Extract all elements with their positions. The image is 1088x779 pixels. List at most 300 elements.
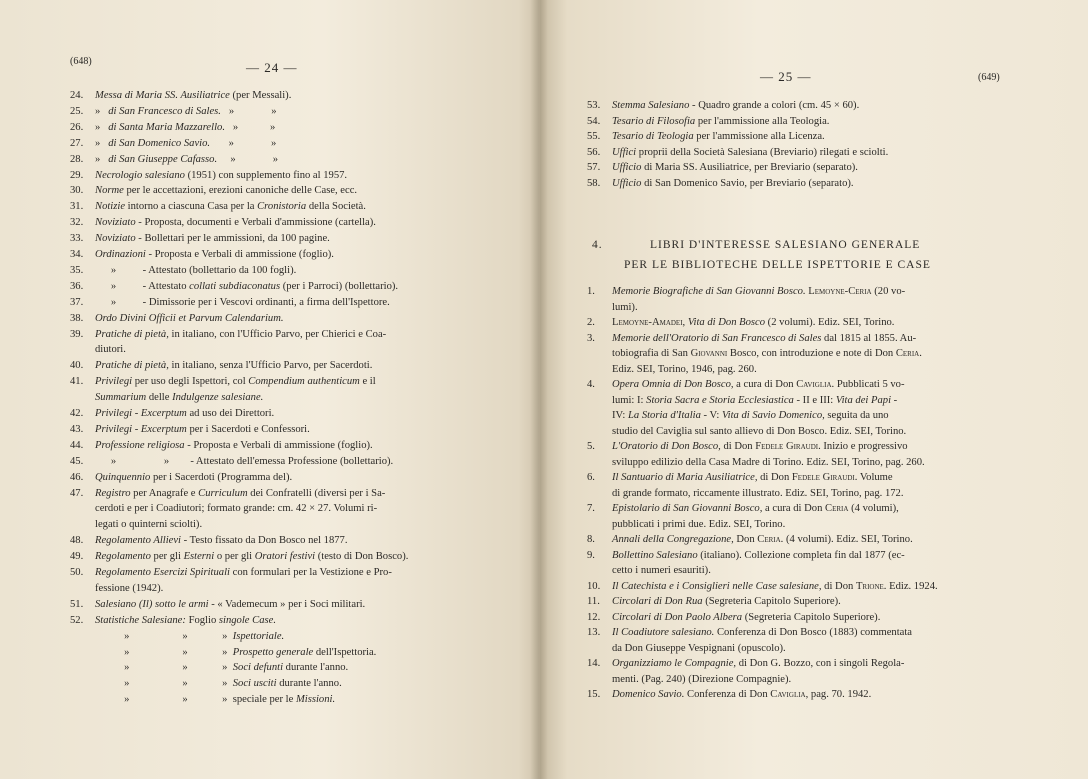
text-run: di Maria SS. Ausiliatrice, per Breviario (separato). [641, 162, 858, 173]
text-run: da Don Giuseppe Vespignani (opuscolo). [612, 642, 786, 654]
italic-text: Soci defunti [232, 662, 284, 674]
entry-continuation-line [612, 425, 906, 438]
entry-line [95, 375, 376, 388]
italic-text: Esterni [183, 551, 215, 563]
italic-text: Regolamento [95, 551, 151, 563]
entry-number: 10. [587, 580, 601, 592]
text-run: - Quadro grande a colori (cm. 45 × 60). [689, 100, 860, 111]
italic-text: Regolamento Allievi [95, 535, 182, 547]
entry-number: 48. [70, 535, 84, 547]
entry-continuation-line [612, 347, 922, 360]
entry-line [95, 105, 277, 118]
italic-text: Annali della Congregazione, [612, 534, 734, 545]
entry-line [95, 598, 365, 611]
text-run: di Don [821, 580, 856, 592]
left-page [0, 0, 540, 779]
entry-line [95, 264, 296, 277]
italic-text: singole Case. [218, 614, 276, 626]
italic-text: Quinquennio [95, 471, 151, 483]
text-run: di Don G. Bozzo, con i singoli Regola- [736, 658, 905, 669]
author-name: Giovanni [690, 348, 728, 359]
entry-number: 13. [587, 627, 601, 638]
entry-line [95, 200, 366, 213]
text-run: » » [220, 105, 277, 117]
text-run: dell'Ispettoria. [313, 646, 377, 658]
entry-line [95, 312, 284, 325]
text-run: (2 volumi). Ediz. SEI, Torino. [765, 317, 895, 328]
text-run: diutori. [95, 344, 126, 356]
text-run: a cura di Don [762, 503, 826, 514]
entry-number: 41. [70, 376, 84, 388]
italic-text: Bollettino Salesiano [612, 549, 698, 561]
text-run: - [132, 408, 141, 419]
text-run: Ediz. 1924. [886, 580, 938, 592]
entry-line [95, 455, 393, 468]
entry-line [612, 99, 859, 112]
text-run: » » » [95, 646, 233, 658]
text-run: fessione (1942). [95, 582, 164, 594]
entry-continuation-line [95, 391, 263, 404]
text-run: (Segreteria Capitolo Superiore). [742, 611, 881, 623]
entry-number: 42. [70, 408, 84, 419]
text-run: - Proposta e Verbali di ammissione (foglio). [184, 439, 373, 451]
entry-line [95, 232, 330, 245]
text-run: (per i Parroci) (bollettario). [280, 280, 399, 292]
entry-continuation-line [612, 673, 791, 686]
entry-line [612, 440, 908, 453]
entry-number: 56. [587, 146, 601, 158]
text-run: Volume [857, 472, 893, 483]
entry-continuation-line [612, 564, 711, 577]
text-run: » [95, 121, 101, 133]
italic-text: Salesiano (Il) sotto le armi [95, 598, 209, 610]
italic-text: collati subdiaconatus [189, 280, 281, 292]
italic-text: Il Catechista e i Consiglieri nelle Case salesiane, [612, 580, 822, 592]
text-run: seguita da uno [824, 410, 889, 421]
entry-line [612, 580, 938, 593]
entry-number: 34. [70, 249, 84, 260]
italic-text: Storia Sacra e Storia Ecclesiastica [646, 394, 794, 406]
italic-text: Organizziamo le Compagnie, [612, 658, 737, 669]
text-run: » » [210, 137, 277, 149]
entry-continuation-line [612, 642, 786, 655]
entry-number: 36. [70, 280, 84, 292]
text-run: ad uso dei Direttori. [186, 408, 275, 419]
entry-line [612, 626, 912, 639]
entry-number: 46. [70, 471, 84, 483]
text-run: Foglio [185, 614, 219, 626]
entry-number: 54. [587, 115, 601, 127]
entry-number: 32. [70, 217, 84, 229]
entry-number: 15. [587, 689, 601, 700]
entry-line [95, 248, 334, 261]
entry-continuation-line [612, 409, 889, 422]
italic-text: Statistiche Salesiane: [95, 614, 186, 626]
entry-number: 52. [70, 614, 84, 626]
right-page-number: — 25 — [760, 69, 812, 84]
italic-text: Tesario di Filosofia [612, 115, 696, 127]
entry-line [612, 146, 888, 159]
italic-text: di San Giuseppe Cafasso. [100, 153, 218, 165]
italic-text: Noviziato [95, 217, 136, 229]
entry-continuation-line [95, 693, 335, 706]
italic-text: Tesario di Teologia [612, 131, 694, 142]
italic-text: Notizie [95, 201, 126, 213]
book-gutter [530, 0, 548, 779]
entry-number: 28. [70, 153, 84, 165]
text-run: per gli [150, 551, 184, 563]
left-page-number: — 24 — [246, 60, 298, 75]
text-run: della Società. [306, 201, 366, 213]
entry-number: 47. [70, 487, 84, 499]
entry-number: 25. [70, 105, 84, 117]
section-number: 4. [592, 239, 603, 251]
italic-text: Excerptum [140, 423, 187, 435]
entry-line [612, 595, 841, 608]
italic-text: Excerptum [140, 408, 187, 419]
italic-text: Vita dei Papi [835, 394, 892, 406]
text-run: dal 1815 al 1855. Au- [821, 332, 917, 344]
author-name: Lemoyne-Ceria [808, 286, 872, 297]
entry-number: 30. [70, 185, 84, 197]
text-run: (1951) con supplemento fino al 1957. [184, 169, 348, 181]
section-title-line-2: PER LE BIBLIOTECHE DELLE ISPETTORIE E CASE [624, 259, 931, 271]
text-run: in italiano, con l'Ufficio Parvo, per Chierici e Coa- [168, 328, 387, 340]
entry-continuation-line [95, 518, 202, 531]
text-run: o per gli [214, 551, 255, 563]
author-name: Caviglia, [770, 689, 809, 700]
entry-line [95, 328, 386, 341]
italic-text: Domenico Savio. [612, 689, 685, 700]
text-run: proprii della Società Salesiana (Breviario) rilegati e sciolti. [636, 146, 889, 158]
italic-text: La Storia d'Italia [627, 410, 701, 421]
author-name: Ceria. [895, 348, 922, 359]
italic-text: Soci usciti [232, 678, 277, 690]
entry-line [95, 534, 348, 547]
entry-line [612, 285, 905, 298]
text-run: lumi). [612, 301, 638, 313]
entry-line [95, 550, 408, 563]
italic-text: Curriculum [198, 487, 248, 499]
italic-text: Ispettoriale. [232, 630, 285, 642]
entry-number: 24. [70, 90, 84, 101]
text-run: di Don [757, 472, 792, 483]
text-run: IV: [612, 410, 628, 421]
entry-number: 55. [587, 131, 601, 142]
italic-text: di San Domenico Savio. [100, 137, 211, 149]
entry-line [612, 549, 905, 562]
italic-text: Pratiche di pietà, [95, 360, 169, 372]
italic-text: Ordo Divini Officii et Parvum Calendarium. [95, 312, 284, 324]
entry-line [95, 407, 274, 420]
text-run: con formulari per la Vestizione e Pro- [229, 567, 392, 578]
italic-text: Memorie dell'Oratorio di San Francesco di Sales [612, 332, 822, 344]
entry-continuation-line [612, 394, 897, 407]
italic-text: Privilegi [95, 423, 133, 435]
text-run: in italiano, senza l'Ufficio Parvo, per Sacerdoti. [168, 360, 373, 372]
text-run: (italiano). Collezione completa fin dal 1877 (ec- [697, 549, 905, 561]
entry-line [95, 153, 278, 166]
text-run: menti. (Pag. 240) (Direzione Compagnie). [612, 673, 792, 685]
italic-text: Circolari di Don Rua [612, 596, 703, 607]
entry-continuation-line [95, 677, 342, 690]
entry-continuation-line [612, 363, 757, 376]
text-run: » » [224, 121, 276, 133]
entry-line [95, 184, 357, 197]
text-run: - V: [700, 410, 722, 421]
italic-text: Missioni. [295, 694, 336, 706]
text-run: Don [733, 534, 758, 545]
text-run: » - Attestato (bollettario da 100 fogli). [95, 264, 297, 276]
entry-number: 29. [70, 169, 84, 181]
italic-text: Pratiche di pietà, [95, 328, 169, 340]
text-run: per l'ammissione alla Licenza. [693, 131, 825, 142]
entry-number: 58. [587, 177, 601, 189]
entry-number: 5. [587, 441, 595, 452]
text-run: tobiografia di San [612, 348, 691, 359]
text-run: di San Domenico Savio, per Breviario (separato). [641, 177, 854, 189]
italic-text: Indulgenze salesiane. [172, 392, 264, 404]
entry-line [95, 89, 291, 102]
text-run: » » » [95, 630, 233, 642]
entry-continuation-line [95, 630, 284, 643]
text-run: per uso degli Ispettori, col [132, 376, 249, 388]
right-page [540, 0, 1088, 779]
entry-continuation-line [95, 343, 126, 356]
italic-text: Noviziato [95, 233, 136, 245]
text-run: - Testo fissato da Don Bosco nel 1877. [181, 535, 348, 547]
italic-text: Compendium authenticum [248, 376, 360, 388]
text-run: » - Attestato [95, 280, 190, 292]
italic-text: Cronistoria [257, 201, 307, 213]
text-run: di grande formato, riccamente illustrato. Ediz. SEI, Torino, pag. 172. [612, 487, 904, 499]
entry-number: 27. [70, 137, 84, 149]
text-run: durante l'anno. [283, 662, 349, 674]
italic-text: Ordinazioni [95, 249, 146, 260]
text-run: pubblicati i primi due. Ediz. SEI, Torino. [612, 518, 786, 530]
section-title-line-1: LIBRI D'INTERESSE SALESIANO GENERALE [650, 239, 921, 251]
italic-text: Stemma Salesiano [612, 100, 690, 111]
entry-line [95, 566, 392, 579]
entry-line [95, 296, 390, 309]
text-run: intorno a ciascuna Casa per la [125, 201, 258, 213]
author-name: Ceria [825, 503, 849, 514]
entry-continuation-line [95, 646, 376, 659]
text-run: » » - Attestato dell'emessa Professione (bollettario). [95, 455, 394, 467]
text-run: - II e III: [793, 394, 836, 406]
text-run: lumi: I: [612, 394, 647, 406]
italic-text: Ufficio [612, 177, 642, 189]
text-run: » » » [95, 678, 233, 690]
italic-text: Uffici [612, 146, 637, 158]
entry-line [612, 471, 893, 484]
text-run: per le accettazioni, erezioni canoniche delle Case, ecc. [123, 185, 358, 197]
entry-line [612, 688, 871, 701]
text-run: cerdoti e per i Coadiutori; formato grande: cm. 42 × 27. Volumi ri- [95, 503, 378, 515]
entry-number: 7. [587, 503, 595, 514]
entry-number: 1. [587, 286, 595, 297]
entry-number: 40. [70, 360, 84, 372]
italic-text: Norme [95, 185, 124, 197]
text-run: (4 volumi), [848, 503, 899, 514]
text-run: legati o quinterni sciolti). [95, 519, 203, 531]
entry-line [95, 169, 347, 182]
entry-number: 43. [70, 423, 84, 435]
italic-text: Oratori festivi [254, 551, 316, 563]
italic-text: Epistolario di San Giovanni Bosco, [612, 503, 763, 514]
text-run: - « Vademecum » per i Soci militari. [208, 598, 366, 610]
entry-number: 9. [587, 549, 595, 561]
entry-continuation-line [612, 518, 785, 531]
italic-text: Vita di Savio Domenico, [721, 410, 825, 421]
entry-number: 12. [587, 611, 601, 623]
text-run: per Anagrafe e [130, 487, 199, 499]
entry-line [95, 439, 373, 452]
text-run: Bosco, con introduzione e note di Don [727, 348, 896, 359]
entry-number: 37. [70, 296, 84, 308]
entry-number: 44. [70, 439, 84, 451]
text-run: (testo di Don Bosco). [315, 551, 409, 563]
entry-line [95, 280, 398, 293]
text-run: studio del Caviglia sul santo allievo di Don Bosco. Ediz. SEI, Torino. [612, 425, 907, 437]
text-run: » » » [95, 662, 233, 674]
text-run: (per Messali). [229, 90, 292, 101]
text-run: Conferenza di Don Bosco (1883) commentata [714, 627, 913, 638]
author-name: Trione. [855, 580, 887, 592]
italic-text: Professione religiosa [95, 439, 185, 451]
text-run: a cura di Don [733, 379, 797, 390]
italic-text: Circolari di Don Paolo Albera [612, 611, 743, 623]
italic-text: Il Santuario di Maria Ausiliatrice, [612, 472, 758, 483]
text-run: Ediz. SEI, Torino, 1946, pag. 260. [612, 363, 757, 375]
text-run: di Don [720, 441, 756, 452]
italic-text: Il Coadiutore salesiano. [612, 627, 715, 638]
text-run: Pubblicati 5 vo- [834, 379, 905, 390]
italic-text: Necrologio salesiano [95, 169, 185, 181]
author-name: Lemoyne-Amadei, [612, 317, 686, 328]
text-run: (4 volumi). Ediz. SEI, Torino. [783, 534, 913, 545]
italic-text: Memorie Biografiche di San Giovanni Bosco. [612, 286, 806, 297]
entry-number: 38. [70, 312, 84, 324]
entry-line [95, 487, 385, 500]
author-name: Fedele Giraudi. [791, 472, 858, 483]
entry-line [612, 611, 880, 624]
entry-line [612, 657, 904, 670]
text-run: - [132, 423, 141, 435]
text-run: - Bollettari per le ammissioni, da 100 pagine. [135, 233, 330, 245]
entry-line [95, 216, 376, 229]
right-page-marginal-number: (649) [978, 72, 1000, 83]
entry-number: 57. [587, 162, 601, 173]
italic-text: Messa di Maria SS. Ausiliatrice [95, 90, 230, 101]
text-run: cetto i numeri esauriti). [612, 565, 711, 576]
text-run: per i Sacerdoti e Confessori. [186, 423, 310, 435]
text-run: delle [146, 392, 173, 404]
entry-number: 35. [70, 264, 84, 276]
italic-text: L'Oratorio di Don Bosco, [612, 441, 721, 452]
entry-line [612, 130, 825, 143]
entry-number: 45. [70, 455, 84, 467]
text-run: » [95, 153, 101, 165]
entry-continuation-line [612, 487, 904, 500]
italic-text: Summarium [95, 392, 147, 404]
text-run: » - Dimissorie per i Vescovi ordinanti, a firma dell'Ispettore. [95, 296, 390, 308]
entry-line [612, 177, 854, 190]
entry-line [95, 471, 292, 484]
entry-line [612, 502, 899, 515]
entry-number: 26. [70, 121, 84, 133]
entry-line [95, 137, 276, 150]
text-run: » [95, 137, 101, 149]
entry-number: 33. [70, 233, 84, 245]
entry-number: 4. [587, 379, 595, 390]
text-run: e il [359, 376, 376, 388]
text-run: » [95, 105, 101, 117]
text-run: - Proposta, documenti e Verbali d'ammissione (cartella). [135, 217, 376, 229]
entry-continuation-line [612, 456, 925, 469]
text-run: Inizio e progressivo [820, 441, 908, 452]
left-page-marginal-number: (648) [70, 56, 92, 67]
entry-line [95, 614, 276, 627]
italic-text: Privilegi [95, 376, 133, 388]
text-run: - Proposta e Verbali di ammissione (foglio). [145, 249, 334, 260]
italic-text: di Santa Maria Mazzarello. [100, 121, 225, 133]
entry-number: 2. [587, 317, 595, 328]
entry-number: 11. [587, 596, 600, 607]
entry-number: 51. [70, 598, 84, 610]
entry-line [95, 359, 372, 372]
entry-number: 53. [587, 100, 601, 111]
italic-text: Vita di Don Bosco [687, 317, 766, 328]
entry-line [612, 533, 913, 546]
text-run: » » [217, 153, 279, 165]
entry-number: 50. [70, 567, 84, 578]
entry-number: 39. [70, 328, 84, 340]
author-name: Caviglia. [796, 379, 835, 390]
entry-line [612, 161, 858, 174]
text-run: sviluppo edilizio della Casa Madre di Torino. Ediz. SEI, Torino, pag. 260. [612, 456, 925, 468]
italic-text: di San Francesco di Sales. [100, 105, 221, 117]
text-run: dei Confratelli (diversi per i Sa- [247, 487, 386, 499]
text-run: pag. 70. 1942. [808, 689, 872, 700]
text-run: per i Sacerdoti (Programma del). [150, 471, 293, 483]
text-run: durante l'anno. [276, 678, 342, 690]
entry-line [95, 121, 275, 134]
italic-text: Ufficio [612, 162, 642, 173]
entry-number: 49. [70, 551, 84, 563]
text-run: per l'ammissione alla Teologia. [695, 115, 830, 127]
entry-number: 3. [587, 332, 595, 344]
entry-continuation-line [95, 661, 348, 674]
text-run: (Segreteria Capitolo Superiore). [702, 596, 841, 607]
entry-continuation-line [612, 301, 638, 314]
italic-text: Registro [95, 487, 131, 499]
italic-text: Opera Omnia di Don Bosco, [612, 379, 734, 390]
entry-line [612, 332, 916, 345]
italic-text: Regolamento Esercizi Spirituali [95, 567, 230, 578]
entry-number: 6. [587, 472, 595, 483]
text-run: - [891, 394, 898, 406]
author-name: Ceria. [757, 534, 784, 545]
entry-line [612, 115, 829, 128]
entry-number: 31. [70, 201, 84, 213]
entry-line [612, 378, 905, 391]
entry-line [95, 423, 310, 436]
italic-text: Prospetto generale [232, 646, 314, 658]
entry-continuation-line [95, 582, 163, 595]
text-run: (20 vo- [871, 286, 906, 297]
entry-number: 8. [587, 534, 595, 545]
